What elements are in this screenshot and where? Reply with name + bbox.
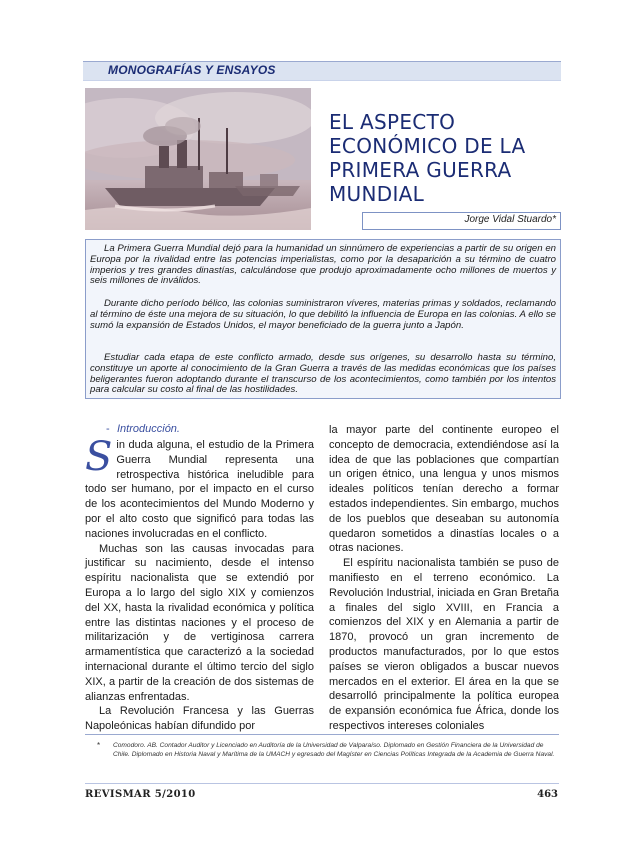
page-number: 463 [537,789,558,800]
author-name: Jorge Vidal Stuardo* [464,214,556,225]
left-column [85,434,314,734]
intro-heading: Introducción. [117,423,180,435]
body-text: in duda alguna, el estudio de la Primera Guerra Mundial representa una retrospectiva histórica ineludible para todo ser humano, por el impacto en el curso de los acontecimientos del Mundo Moderno y por el alto costo que significó para todas las naciones involucradas en el conflicto. [85,439,314,540]
body-paragraph: la mayor parte del continente europeo el concepto de democracia, extendiéndose así la idea de que las poblaciones que compartían un origen étnico, una lengua y unos mismos ideales políticos tenían derecho a formar estados independientes. Sin embargo, muchos de los pueblos que deseaban su autonomía quedaron sometidos a dinastías locales o a otras naciones. [329,424,559,555]
author-box [362,212,561,230]
title-line: MUNDIAL [329,182,425,206]
abstract-paragraph: Estudiar cada etapa de este conflicto armado, desde sus orígenes, su desarrollo hasta su término, constituye un aporte al conocimiento de la Gran Guerra a través de las medidas económicas que los países beligerantes fueron adoptando durante el transcurso de los acontecimientos, como también por los intentos para calcular su costo al final de las hostilidades. [90,352,556,396]
footnote: Comodoro. AB. Contador Auditor y Licenciado en Auditoría de la Universidad de Valparaíso. Diplomado en Gestión Financiera de la Universidad de Chile. Diplomado en Historia Naval y Marítima de la UMACH y egresado del Magíster en Ciencias Políticas Integrada de la Academia de Guerra Naval. [113,742,555,758]
abstract-paragraph: Durante dicho período bélico, las colonias suministraron víveres, materias primas y soldados, reclamando al término de éste una mejora de su situación, lo que debilitó la influencia de Europa en las colonias. A ello se sumó la expansión de Estados Unidos, el mayor beneficiado de la guerra junto a Japón. [90,298,556,331]
right-column [329,423,559,734]
body-paragraph: La Revolución Francesa y las Guerras Napoleónicas habían difundido por [85,705,314,733]
warship-painting-image [85,88,311,230]
abstract-box [85,239,561,399]
footer-rule [85,783,559,784]
journal-name: REVISMAR 5/2010 [85,789,196,800]
intro-dash: - [106,423,110,435]
abstract-paragraph: La Primera Guerra Mundial dejó para la humanidad un sinnúmero de experiencias a partir de su origen en Europa por la rivalidad entre las potencias imperialistas, como por la desaparición a su término de cuatro imperios y tres grandes dinastías, calculándose que produjo aproximadamente ocho millones de muertos y seis millones de inválidos. [90,243,556,287]
article-title [329,110,559,206]
title-line: ECONÓMICO DE LA [329,134,526,158]
drop-cap: S [85,434,113,480]
footnote-rule [85,734,559,735]
title-line: PRIMERA GUERRA [329,158,512,182]
footnote-mark: * [97,741,101,750]
title-line: EL ASPECTO [329,110,456,134]
body-paragraph: Muchas son las causas invocadas para justificar su nacimiento, desde el intenso espíritu nacionalista que se extendió por Europa a lo largo del siglo XIX y comienzos del XX, hasta la rivalidad económica y política entre las distintas naciones y el proceso de militarización y de vertiginosa carrera armamentística que caracterizó a la sociedad internacional durante el último tercio del siglo XIX, a partir de la creación de dos sistemas de alianzas enfrentadas. [85,542,314,703]
body-paragraph [85,434,314,542]
section-label: MONOGRAFÍAS Y ENSAYOS [108,63,276,77]
body-paragraph: El espíritu nacionalista también se puso de manifiesto en el terreno económico. La Revolución Industrial, iniciada en Gran Bretaña a finales del siglo XVIII, en Francia a comienzos del XIX y en Alemania a partir de 1870, provocó un gran incremento de productos manufacturados, por lo que estos países se vieron obligados a buscar nuevos mercados en el exterior. El área en la que se desarrolló principalmente la política europea de expansión económica fue África, donde los respectivos intereses coloniales [329,557,559,732]
